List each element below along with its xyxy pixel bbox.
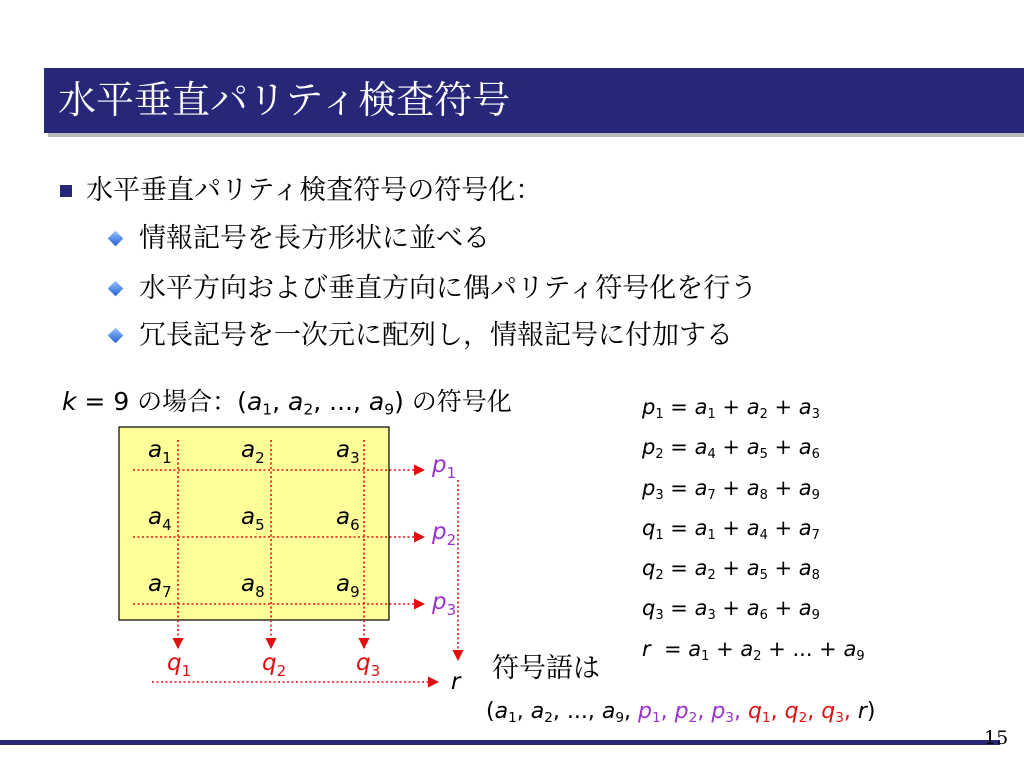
column-parity-symbol: $q_2$ bbox=[262, 650, 287, 680]
codeword-symbol: $q_3$, bbox=[821, 699, 858, 727]
sub-bullet-text: 情報記号を長方形状に並べる bbox=[139, 223, 490, 254]
info-symbol: $a_7$ bbox=[148, 571, 172, 601]
row-parity-symbol: $p_2$ bbox=[432, 519, 457, 549]
footer-bar bbox=[0, 740, 1000, 745]
sub-bullet-text: 水平方向および垂直方向に偶パリティ符号化を行う bbox=[139, 273, 758, 304]
codeword-symbol: $p_1$, bbox=[638, 699, 675, 727]
parity-equation: $q_3 = a_3 + a_6 + a_9$ bbox=[642, 596, 820, 624]
heading-sub9: 9 bbox=[384, 400, 395, 419]
parity-equation: $p_3 = a_7 + a_8 + a_9$ bbox=[642, 475, 820, 503]
parity-equation: $p_1 = a_1 + a_2 + a_3$ bbox=[642, 395, 820, 422]
info-symbol: $a_9$ bbox=[336, 571, 360, 601]
codeword: ($a_1$, $a_2$, ..., $a_9$, $p_1$, $p_2$, $p_3$, $q_1$, $q_2$, $q_3$, r) bbox=[486, 699, 876, 727]
page-number: 15 bbox=[984, 727, 1009, 749]
info-symbol: $a_5$ bbox=[241, 504, 265, 534]
info-symbol: $a_3$ bbox=[336, 437, 360, 467]
codeword-symbol: $q_2$, bbox=[784, 699, 822, 727]
heading-a2: a bbox=[288, 387, 304, 416]
parity-equation: $r = a_1 + a_2$ + ... + $a_9$ bbox=[642, 636, 865, 664]
heading-a9: a bbox=[368, 387, 385, 416]
codeword-symbol: $p_2$, bbox=[674, 699, 712, 727]
column-parity-symbol: $q_1$ bbox=[167, 650, 192, 680]
parity-equations bbox=[642, 387, 865, 669]
row-parity-symbol: $p_1$ bbox=[432, 452, 457, 482]
parity-equation: $q_1 = a_1 + a_4 + a_7$ bbox=[642, 515, 820, 543]
info-symbol: $a_6$ bbox=[336, 504, 360, 534]
codeword-symbol: $a_9$, bbox=[601, 699, 639, 727]
codeword-symbol: $q_1$, bbox=[747, 699, 785, 727]
column-parity-symbol: $q_3$ bbox=[356, 650, 381, 680]
codeword-symbol: r bbox=[857, 699, 867, 724]
codeword-symbol: $a_2$, bbox=[530, 699, 567, 727]
heading-sub2: 2 bbox=[303, 400, 314, 419]
heading-a1: a bbox=[246, 387, 263, 416]
parity-equation: $q_2 = a_2 + a_5 + a_8$ bbox=[642, 556, 820, 584]
codeword-label: 符号語は bbox=[492, 653, 600, 684]
heading-k: k bbox=[62, 387, 77, 416]
codeword-symbol: $a_1$, bbox=[494, 699, 531, 727]
heading-ellipsis: , ..., bbox=[313, 387, 369, 416]
info-symbol: $a_1$ bbox=[148, 437, 172, 467]
main-bullet-text: 水平垂直パリティ検査符号の符号化： bbox=[86, 175, 543, 206]
codeword-symbol: ..., bbox=[566, 699, 602, 724]
sub-bullet-text: 冗長記号を一次元に配列し，情報記号に付加する bbox=[139, 320, 733, 351]
row-parity-symbol: $p_3$ bbox=[432, 589, 457, 619]
heading-sub1: 1 bbox=[262, 400, 273, 419]
codeword-symbol: $p_3$, bbox=[711, 699, 748, 727]
heading-eq: = 9 の場合：( bbox=[76, 387, 247, 416]
slide-title: 水平垂直パリティ検査符号 bbox=[58, 78, 511, 122]
heading-tail: ) の符号化 bbox=[394, 387, 512, 416]
parity-equation: $p_2 = a_4 + a_5 + a_6$ bbox=[642, 435, 820, 463]
info-symbol: $a_8$ bbox=[241, 571, 265, 601]
overall-parity-symbol: r bbox=[451, 669, 461, 695]
info-symbol: $a_4$ bbox=[148, 504, 172, 534]
example-heading: k = 9 の場合：($a_1$, $a_2$, ..., $a_9$) の符号化 bbox=[62, 387, 512, 419]
info-symbol: $a_2$ bbox=[241, 437, 265, 467]
